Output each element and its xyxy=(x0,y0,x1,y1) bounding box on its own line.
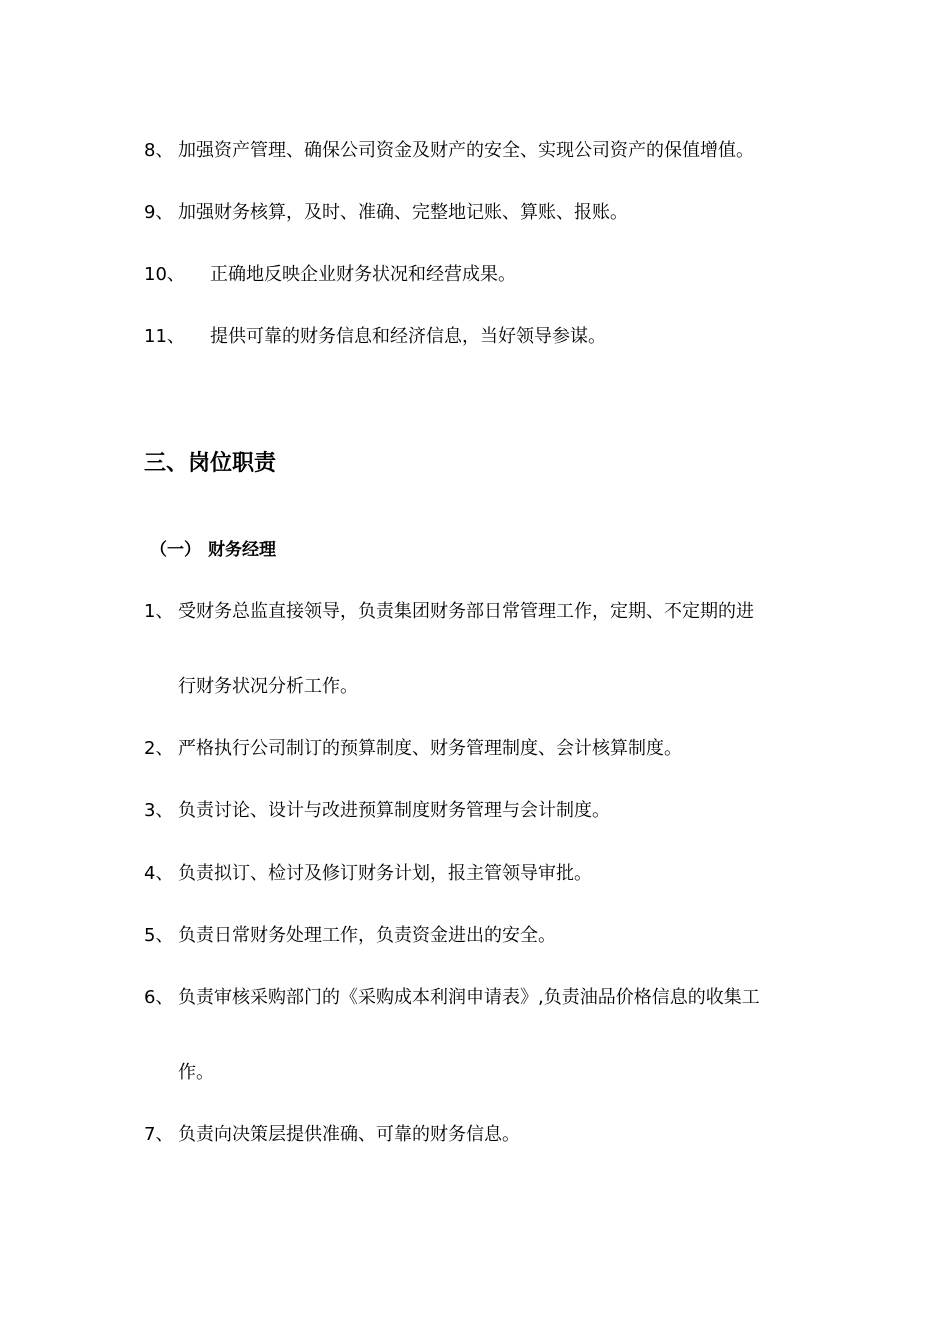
item-text: 负责讨论、设计与改进预算制度财务管理与会计制度。 xyxy=(178,800,610,821)
list-item xyxy=(144,201,628,225)
list-item xyxy=(144,139,754,163)
item-number: 6、 xyxy=(144,987,174,1008)
item-number: 10、 xyxy=(144,264,185,285)
list-item xyxy=(144,325,606,349)
list-item xyxy=(144,1123,520,1147)
item-text: 加强资产管理、确保公司资金及财产的安全、实现公司资产的保值增值。 xyxy=(178,140,754,161)
list-item xyxy=(144,924,556,948)
item-number: 11、 xyxy=(144,326,185,347)
sub-heading-number: （一） xyxy=(150,540,201,560)
section-heading: 三、岗位职责 xyxy=(144,451,277,476)
item-text: 正确地反映企业财务状况和经营成果。 xyxy=(210,264,516,285)
item-number: 8、 xyxy=(144,140,174,161)
list-item xyxy=(144,737,682,761)
item-number: 1、 xyxy=(144,601,174,622)
list-item xyxy=(144,986,760,1010)
item-continuation: 行财务状况分析工作。 xyxy=(178,676,358,697)
sub-heading-title: 财务经理 xyxy=(208,540,276,560)
item-continuation: 作。 xyxy=(178,1062,214,1083)
list-item xyxy=(144,799,610,823)
item-text: 严格执行公司制订的预算制度、财务管理制度、会计核算制度。 xyxy=(178,738,682,759)
list-item xyxy=(144,263,516,287)
item-text: 负责日常财务处理工作，负责资金进出的安全。 xyxy=(178,925,556,946)
item-text: 负责审核采购部门的《采购成本利润申请表》,负责油品价格信息的收集工 xyxy=(178,987,760,1008)
item-text: 受财务总监直接领导，负责集团财务部日常管理工作，定期、不定期的进 xyxy=(178,601,754,622)
list-item xyxy=(144,862,592,886)
item-text: 加强财务核算，及时、准确、完整地记账、算账、报账。 xyxy=(178,202,628,223)
item-number: 2、 xyxy=(144,738,174,759)
item-number: 3、 xyxy=(144,800,174,821)
item-number: 4、 xyxy=(144,863,174,884)
sub-heading xyxy=(150,538,276,562)
item-number: 7、 xyxy=(144,1124,174,1145)
list-item xyxy=(144,600,754,624)
item-number: 5、 xyxy=(144,925,174,946)
item-text: 提供可靠的财务信息和经济信息，当好领导参谋。 xyxy=(210,326,606,347)
item-text: 负责拟订、检讨及修订财务计划，报主管领导审批。 xyxy=(178,863,592,884)
item-number: 9、 xyxy=(144,202,174,223)
item-text: 负责向决策层提供准确、可靠的财务信息。 xyxy=(178,1124,520,1145)
